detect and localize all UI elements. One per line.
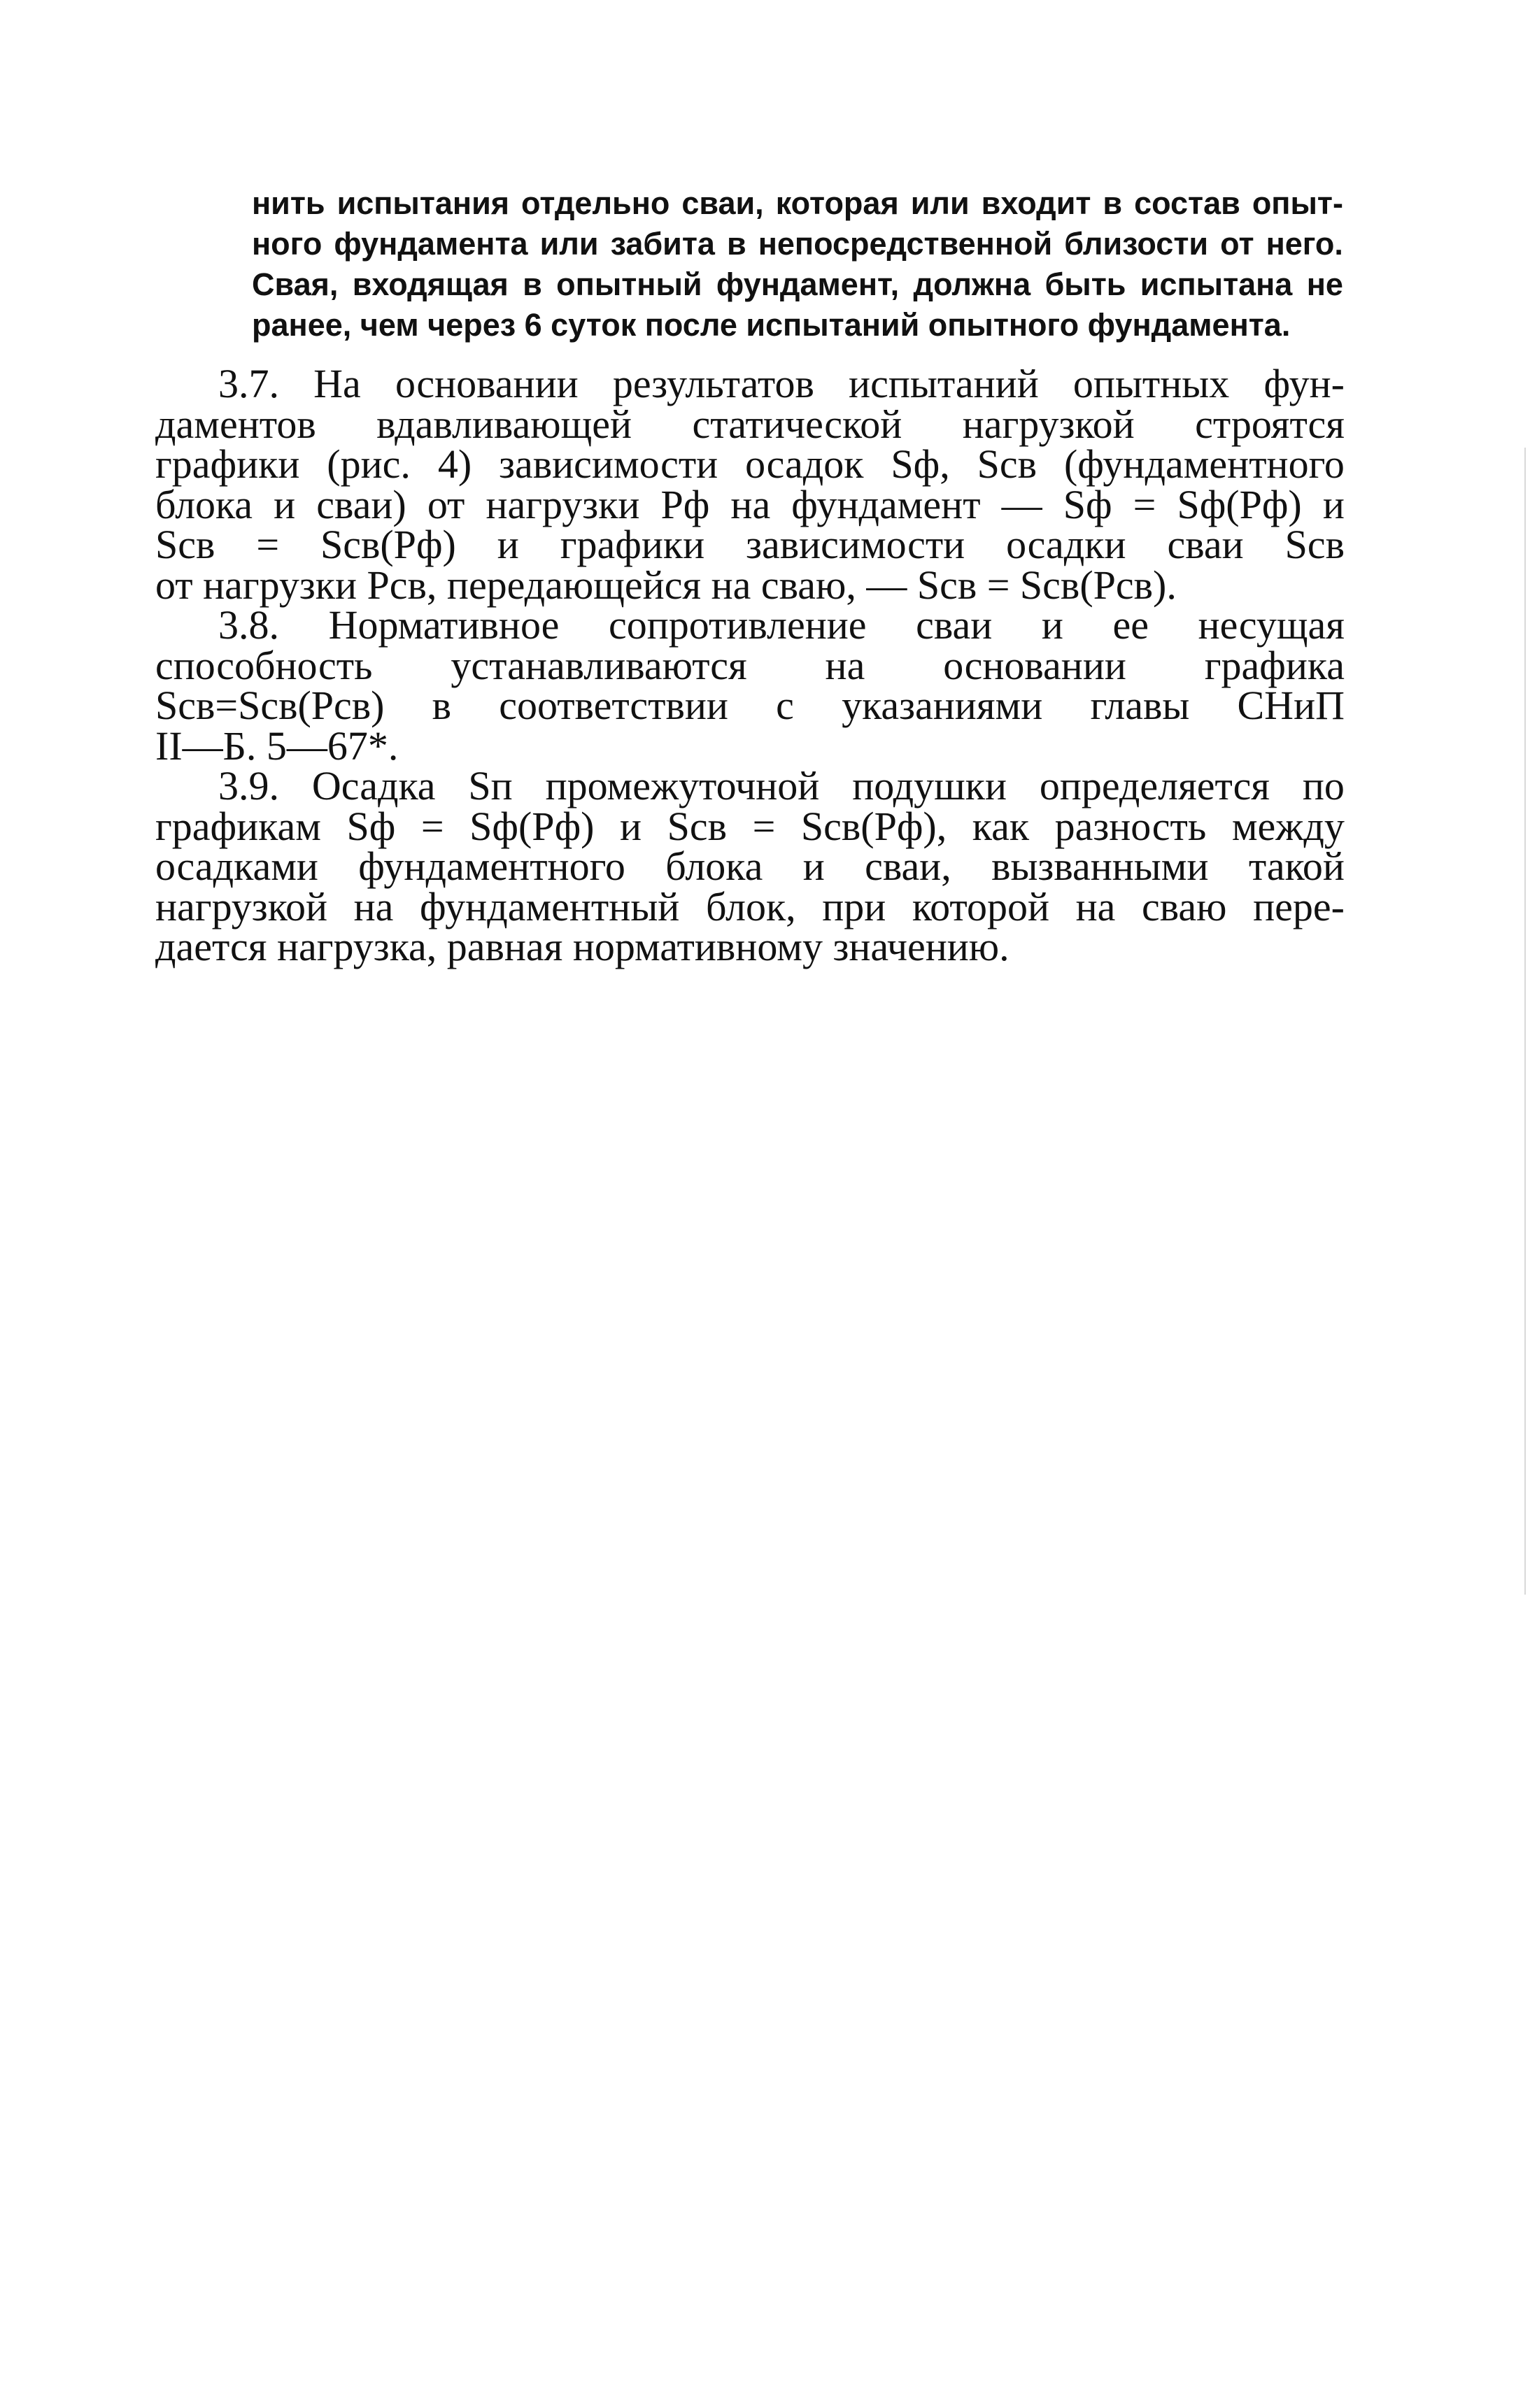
word: или	[910, 185, 970, 221]
text-line: II—Б. 5—67*.	[155, 722, 399, 769]
word: как	[972, 803, 1030, 849]
word: главы	[1090, 683, 1190, 728]
word: вдавливающей	[376, 401, 632, 447]
word: осадок	[745, 441, 864, 487]
word: несущая	[1198, 602, 1345, 648]
word: опыт-	[1252, 185, 1343, 221]
word: или	[539, 226, 599, 262]
word: с	[776, 683, 794, 728]
word: результатов	[612, 361, 814, 406]
paragraph-3-7	[155, 361, 1345, 608]
text-line	[155, 361, 1345, 406]
word: сваи,	[681, 185, 764, 221]
word: сваи,	[865, 843, 951, 889]
word: =	[420, 803, 444, 849]
word: =	[752, 803, 776, 849]
word: и	[274, 481, 296, 527]
word: не	[1306, 266, 1343, 302]
text-line	[155, 441, 1345, 487]
paragraph-3-8	[155, 602, 1345, 769]
word: по	[1302, 763, 1345, 808]
word: состав	[1134, 185, 1240, 221]
word: сваю	[1142, 883, 1227, 929]
word: ее	[1112, 602, 1149, 648]
word: в	[432, 683, 452, 728]
word: строятся	[1195, 401, 1345, 447]
word: 3.9.	[218, 763, 279, 808]
paragraph-3-9	[155, 763, 1345, 969]
word: блок,	[705, 883, 796, 929]
word: сваи)	[316, 481, 406, 527]
word: Sсв	[1284, 522, 1345, 567]
word: Осадка	[311, 763, 436, 808]
word: которая	[775, 185, 899, 221]
word: должна	[913, 266, 1031, 302]
word: сваи	[916, 602, 993, 648]
word: Свая,	[252, 266, 339, 302]
word: Pф	[660, 481, 710, 527]
word: от	[427, 481, 465, 527]
word: даментов	[155, 401, 316, 447]
word: между	[1231, 803, 1345, 849]
text-line: от нагрузки Pсв, передающейся на сваю, — Sсв = Sсв(Pсв).	[155, 562, 1177, 608]
word: и	[1322, 481, 1345, 527]
word: способность	[155, 642, 373, 688]
word: промежуточной	[545, 763, 820, 808]
text-line	[155, 843, 1345, 889]
word: фундамент,	[716, 266, 900, 302]
word: отдельно	[521, 185, 670, 221]
word: Sф(Pф)	[1177, 481, 1302, 527]
word: (фундаментного	[1063, 441, 1345, 487]
word: на	[825, 642, 865, 688]
word: основании	[943, 642, 1126, 688]
text-line	[252, 183, 1343, 224]
word: которой	[912, 883, 1050, 929]
word: =	[256, 522, 280, 567]
word: на	[730, 481, 771, 527]
word: сваи	[1167, 522, 1244, 567]
word: фундамента	[334, 226, 528, 262]
text-line	[252, 264, 1343, 305]
text-line	[252, 224, 1343, 264]
word: опытных	[1072, 361, 1230, 406]
word: осадками	[155, 843, 318, 889]
word: ного	[252, 226, 323, 262]
word: сопротивление	[609, 602, 867, 648]
word: подушки	[852, 763, 1007, 808]
word: (рис.	[327, 441, 411, 487]
word: входит	[981, 185, 1091, 221]
main-text	[155, 361, 1345, 969]
word: Sф(Pф)	[469, 803, 595, 849]
word: графикам	[155, 803, 321, 849]
text-line	[155, 803, 1345, 849]
word: и	[802, 843, 825, 889]
text-line	[155, 481, 1345, 527]
word: нагрузки	[486, 481, 640, 527]
word: графики	[155, 441, 300, 487]
word: при	[822, 883, 886, 929]
word: соответствии	[499, 683, 728, 728]
text-line	[155, 642, 1345, 688]
word: Нормативное	[328, 602, 560, 648]
word: блока	[665, 843, 763, 889]
word: Sф,	[891, 441, 950, 487]
word: —	[1001, 481, 1042, 527]
word: =	[1133, 481, 1156, 527]
word: испытания	[337, 185, 510, 221]
word: фундаментного	[358, 843, 625, 889]
word: графика	[1204, 642, 1345, 688]
text-line	[155, 883, 1345, 929]
word: фундаментный	[420, 883, 680, 929]
word: определяется	[1039, 763, 1270, 808]
word: Sф	[1063, 481, 1112, 527]
word: СНиП	[1237, 683, 1345, 728]
word: зависимости	[746, 522, 965, 567]
word: входящая	[352, 266, 509, 302]
word: нагрузкой	[155, 883, 327, 929]
small-print-paragraph	[252, 183, 1343, 345]
word: Sсв	[155, 522, 215, 567]
word: Sсв(Pф)	[320, 522, 456, 567]
word: Sф	[346, 803, 396, 849]
word: нагрузкой	[962, 401, 1135, 447]
word: основании	[395, 361, 579, 406]
word: быть	[1044, 266, 1126, 302]
word: указаниями	[842, 683, 1043, 728]
text-line: ранее, чем через 6 суток после испытаний опытного фундамента.	[252, 307, 1291, 343]
word: испытана	[1140, 266, 1293, 302]
word: 4)	[437, 441, 472, 487]
word: опытный	[556, 266, 702, 302]
word: испытаний	[849, 361, 1039, 406]
word: осадки	[1006, 522, 1126, 567]
word: фундамент	[791, 481, 981, 527]
word: 3.7.	[218, 361, 279, 406]
word: от	[1220, 226, 1254, 262]
word: фун-	[1263, 361, 1345, 406]
word: зависимости	[499, 441, 718, 487]
word: Sп	[468, 763, 513, 808]
word: такой	[1248, 843, 1345, 889]
word: него.	[1266, 226, 1343, 262]
word: в	[523, 266, 542, 302]
word: и	[497, 522, 519, 567]
word: близости	[1064, 226, 1209, 262]
word: Sсв=Sсв(Pсв)	[155, 683, 385, 728]
word: и	[1041, 602, 1063, 648]
word: и	[620, 803, 642, 849]
scan-edge-line	[1524, 448, 1526, 1595]
word: в	[726, 226, 746, 262]
word: На	[313, 361, 361, 406]
word: на	[353, 883, 394, 929]
word: разность	[1054, 803, 1207, 849]
word: Sсв	[977, 441, 1037, 487]
word: графики	[560, 522, 705, 567]
text-line	[155, 522, 1345, 567]
word: в	[1103, 185, 1123, 221]
word: непосредственной	[758, 226, 1053, 262]
word: статической	[692, 401, 902, 447]
text-line: дается нагрузка, равная нормативному значению.	[155, 924, 1010, 969]
word: забита	[610, 226, 715, 262]
text-line	[155, 763, 1345, 808]
word: на	[1075, 883, 1116, 929]
text-line	[155, 685, 1345, 726]
word: вызванными	[991, 843, 1209, 889]
word: устанавливаются	[451, 642, 747, 688]
word: Sсв(Pф),	[800, 803, 947, 849]
text-line	[155, 401, 1345, 447]
word: пере-	[1253, 883, 1345, 929]
word: 3.8.	[218, 602, 279, 648]
text-line	[155, 602, 1345, 648]
word: блока	[155, 481, 253, 527]
word: нить	[252, 185, 325, 221]
word: Sсв	[667, 803, 728, 849]
